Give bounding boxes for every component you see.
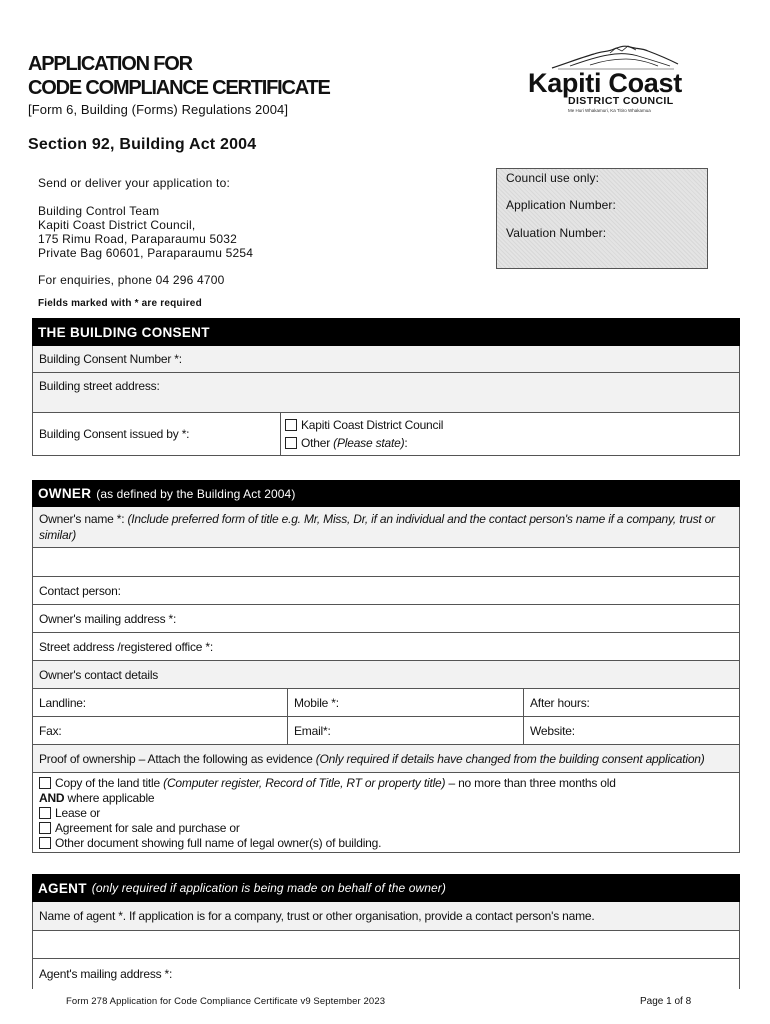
checkbox[interactable]: [285, 437, 297, 449]
checkbox[interactable]: [39, 837, 51, 849]
logo-name: Kapiti Coast: [528, 68, 682, 98]
send-to-label: Send or deliver your application to:: [38, 176, 230, 190]
land-title-item[interactable]: [39, 776, 739, 791]
title-block: [28, 52, 330, 117]
contact-person-field[interactable]: [32, 577, 740, 605]
council-use-box: [496, 168, 708, 269]
contact-person-label: Contact person:: [39, 583, 121, 598]
address-line: Kapiti Coast District Council,: [38, 218, 196, 232]
consent-number-field[interactable]: [32, 346, 740, 373]
section-heading: Section 92, Building Act 2004: [28, 136, 257, 153]
option-other-label: Other: [301, 435, 331, 450]
checkbox[interactable]: [39, 777, 51, 789]
required-fields-note: Fields marked with * are required: [38, 298, 202, 309]
footer-page-number: Page 1 of 8: [640, 996, 692, 1007]
after-hours-field[interactable]: [524, 689, 739, 716]
mailing-address-label: Owner's mailing address *:: [39, 611, 177, 626]
fax-field[interactable]: [33, 717, 288, 744]
phone-row: [32, 689, 740, 717]
agent-name-label: Name of agent *. If application is for a company, trust or other organisation, provide a contact person's name.: [39, 909, 595, 923]
agent-name-label-row: [32, 902, 740, 931]
land-title-suffix: – no more than three months old: [448, 776, 616, 790]
agent-name-field[interactable]: [32, 931, 740, 959]
council-logo: [528, 42, 684, 118]
logo-subtitle: DISTRICT COUNCIL: [568, 95, 674, 107]
agent-heading: [32, 874, 740, 902]
owner-name-label-text: [39, 511, 731, 543]
agreement-label: Agreement for sale and purchase or: [55, 821, 240, 835]
landline-label: Landline:: [39, 695, 86, 710]
form-subtitle: [Form 6, Building (Forms) Regulations 2004]: [28, 102, 289, 117]
valuation-number-label: Valuation Number:: [506, 226, 607, 240]
registered-office-label: Street address /registered office *:: [39, 639, 214, 654]
proof-label: Proof of ownership – Attach the following as evidence: [39, 751, 313, 766]
email-field[interactable]: [288, 717, 524, 744]
option-other-note: (Please state): [333, 435, 405, 450]
address-line: Private Bag 60601, Paraparaumu 5254: [38, 246, 254, 260]
other-document-item[interactable]: [39, 836, 739, 851]
landline-field[interactable]: [33, 689, 288, 716]
owner-heading-note: (as defined by the Building Act 2004): [96, 486, 296, 501]
lease-item[interactable]: [39, 806, 739, 821]
proof-of-ownership-row: [32, 745, 740, 773]
owner-name-label-row: [32, 507, 740, 548]
option-council[interactable]: [285, 418, 443, 433]
website-field[interactable]: [524, 717, 739, 744]
mailing-address-field[interactable]: [32, 605, 740, 633]
and-line: [39, 791, 739, 806]
owner-name-field[interactable]: [32, 548, 740, 577]
address-line: 175 Rimu Road, Paraparaumu 5032: [38, 232, 237, 246]
land-title-label: Copy of the land title: [55, 776, 161, 790]
agent-heading-note: (only required if application is being made on behalf of the owner): [91, 881, 446, 895]
issued-by-label-cell: [33, 413, 281, 455]
mountain-landscape-icon: [550, 44, 680, 70]
proof-note: (Only required if details have changed from the building consent application): [315, 751, 705, 766]
agent-section: [32, 874, 740, 989]
owner-heading: [32, 480, 740, 507]
building-consent-section: [32, 318, 740, 456]
building-consent-heading: [32, 318, 740, 346]
agreement-item[interactable]: [39, 821, 739, 836]
mobile-label: Mobile *:: [294, 695, 339, 710]
evidence-checklist: [32, 773, 740, 853]
logo-tagline: Me Huri Whakamuri, Ka Titiro Whakamua: [568, 108, 651, 113]
owner-section: [32, 480, 740, 853]
title-line-2: CODE COMPLIANCE CERTIFICATE: [28, 77, 330, 99]
title-line-1: APPLICATION FOR: [28, 53, 192, 75]
street-address-field[interactable]: [32, 373, 740, 413]
agent-title: AGENT: [38, 880, 87, 896]
checkbox[interactable]: [39, 822, 51, 834]
option-other[interactable]: [285, 436, 443, 451]
contact-details-row: [32, 661, 740, 689]
land-title-note: (Computer register, Record of Title, RT or property title): [163, 776, 446, 790]
email-label: Email*:: [294, 723, 331, 738]
and-label: AND: [39, 791, 65, 805]
checkbox[interactable]: [39, 807, 51, 819]
proof-text: [39, 752, 705, 766]
street-address-label: Building street address:: [39, 379, 160, 393]
send-block: [38, 176, 253, 260]
council-use-title: Council use only:: [506, 171, 600, 185]
online-row: [32, 717, 740, 745]
building-consent-title: THE BUILDING CONSENT: [38, 324, 210, 340]
address-line: Building Control Team: [38, 204, 160, 218]
mobile-field[interactable]: [288, 689, 524, 716]
owner-name-note: (Include preferred form of title e.g. Mr, Miss, Dr, if an individual and the contact person's name if a company, trust or similar): [39, 512, 715, 542]
issued-by-label: Building Consent issued by *:: [39, 427, 190, 441]
footer-form-name: Form 278 Application for Code Compliance Certificate v9 September 2023: [66, 996, 386, 1007]
enquiries-phone: For enquiries, phone 04 296 4700: [38, 273, 225, 287]
option-council-label: Kapiti Coast District Council: [301, 417, 444, 432]
agent-mailing-address-label: Agent's mailing address *:: [39, 967, 173, 981]
fax-label: Fax:: [39, 723, 62, 738]
contact-details-label: Owner's contact details: [39, 667, 159, 682]
owner-title: OWNER: [38, 486, 92, 501]
and-suffix: where applicable: [67, 791, 155, 805]
application-number-label: Application Number:: [506, 198, 616, 212]
other-document-label: Other document showing full name of legal owner(s) of building.: [55, 836, 382, 850]
website-label: Website:: [530, 723, 575, 738]
issued-by-row: [32, 413, 740, 456]
issued-by-options: [281, 418, 443, 451]
registered-office-field[interactable]: [32, 633, 740, 661]
agent-mailing-address-field[interactable]: [32, 959, 740, 989]
checkbox[interactable]: [285, 419, 297, 431]
owner-name-label: Owner's name *:: [39, 512, 125, 526]
lease-label: Lease or: [55, 806, 101, 820]
option-other-suffix: :: [404, 435, 408, 450]
consent-number-label: Building Consent Number *:: [39, 352, 182, 366]
after-hours-label: After hours:: [530, 695, 590, 710]
